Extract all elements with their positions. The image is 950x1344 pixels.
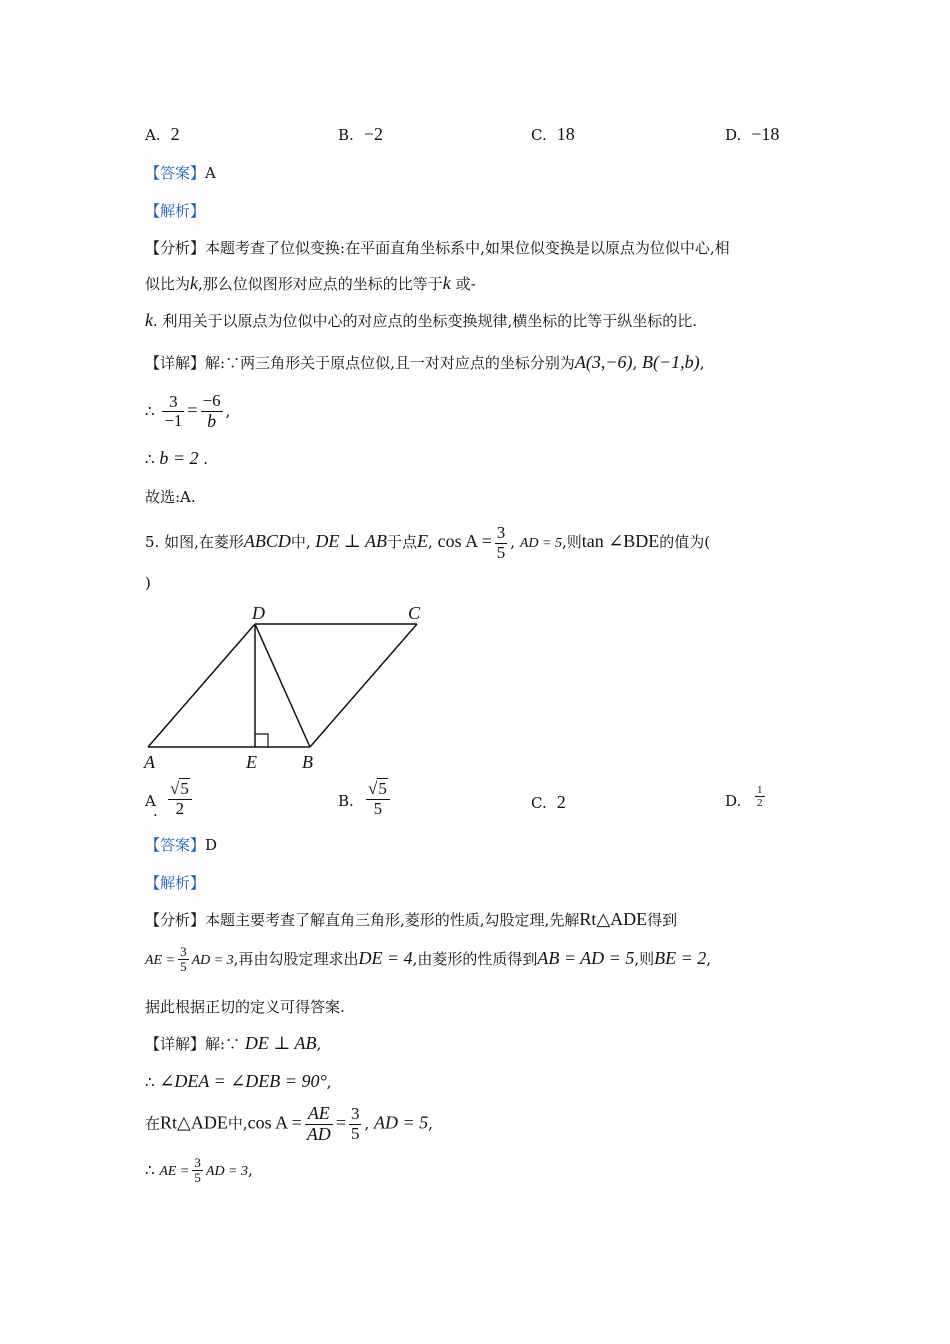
q4-answer: 【答案】A <box>145 164 216 182</box>
label-e: E <box>246 752 257 772</box>
q5-detail-line4: ∴ AE = $\frac{3}{5}$ AD = 3, <box>145 1155 253 1186</box>
q5-analysis-line2: AE = $\frac{3}{5}$ AD = 3,再由勾股定理求出DE = 4,由菱形的性质得到AB = AD = 5,则BE = 2, <box>145 944 712 975</box>
label-a: A <box>144 752 155 772</box>
q4-analysis-line3: k. 利用关于以原点为位似中心的对应点的坐标变换规律,横坐标的比等于纵坐标的比. <box>145 310 698 330</box>
q5-jiexi: 【解析】 <box>145 874 206 892</box>
segment-db <box>255 624 310 747</box>
q4-conclusion: 故选:A. <box>145 488 196 506</box>
q4-jiexi: 【解析】 <box>145 202 206 220</box>
q5-analysis-line1: 【分析】本题主要考查了解直角三角形,菱形的性质,勾股定理,先解Rt△ADE得到 <box>145 909 678 929</box>
q5-detail-line2: ∴ ∠DEA = ∠DEB = 90°, <box>145 1071 332 1091</box>
side-cb <box>310 624 417 747</box>
fraction-3-over-5: $\frac{3}{5}$ <box>496 523 506 562</box>
q5-option-c: C. 2 <box>531 792 566 812</box>
fraction-3-over-neg1: $\frac{3}{-1}$ <box>164 391 183 431</box>
fraction-sqrt5-over-5: $\frac{√5}{5}$ <box>366 780 390 818</box>
fraction-3-over-5-c: $\frac{3}{5}$ <box>350 1104 360 1143</box>
q4-analysis-line2: 似比为k,那么位似图形对应点的坐标的比等于k 或- <box>145 273 476 293</box>
q4-option-d: D. −18 <box>725 124 780 144</box>
q5-answer: 【答案】D <box>145 836 218 854</box>
fraction-ae-over-ad: $\frac{AE}{AD}$ <box>306 1103 331 1144</box>
q4-detail-line1: 【详解】解:∵两三角形关于原点位似,且一对对应点的坐标分别为A(3,−6), B(−1,b), <box>145 352 705 372</box>
fraction-3-over-5-b: $\frac{3}{5}$ <box>180 944 187 975</box>
q4-detail-result: ∴ b = 2 . <box>145 448 209 468</box>
label-d: D <box>252 603 265 623</box>
q4-analysis-line1: 【分析】本题考查了位似变换:在平面直角坐标系中,如果位似变换是以原点为位似中心,相 <box>145 239 730 257</box>
q5-stem-close: ) <box>145 574 151 592</box>
label-c: C <box>408 603 421 623</box>
q4-option-a: A. 2 <box>145 124 180 144</box>
right-angle-mark <box>255 734 268 747</box>
side-ad <box>148 624 255 747</box>
q4-detail-ratio: ∴ $\frac{3}{-1}$ = $\frac{-6}{b}$ , <box>145 391 231 431</box>
label-b: B <box>302 752 313 772</box>
fraction-neg6-over-b: $\frac{-6}{b}$ <box>202 391 221 431</box>
rhombus-figure <box>140 600 440 775</box>
q5-detail-line1: 【详解】解:∵ DE ⊥ AB, <box>145 1033 322 1053</box>
fraction-3-over-5-d: $\frac{3}{5}$ <box>194 1155 201 1186</box>
q5-analysis-line3: 据此根据正切的定义可得答案. <box>145 998 345 1016</box>
fraction-1-over-2: $\frac{1}{2}$ <box>757 784 763 810</box>
q5-detail-line3: 在Rt△ADE中,cos A = $\frac{AE}{AD}$ = $\frac{3}{5}$ , AD = 5, <box>145 1103 433 1144</box>
fraction-sqrt5-over-2: $\frac{√5}{2}$ <box>168 780 192 818</box>
q5-stem: 5. 如图,在菱形ABCD中, DE ⊥ AB于点E, cos A = $\frac{3}{5}$ , AD = 5,则tan ∠BDE的值为( <box>145 523 711 562</box>
q4-option-b: B. −2 <box>338 124 383 144</box>
q4-option-c: C. 18 <box>531 124 575 144</box>
